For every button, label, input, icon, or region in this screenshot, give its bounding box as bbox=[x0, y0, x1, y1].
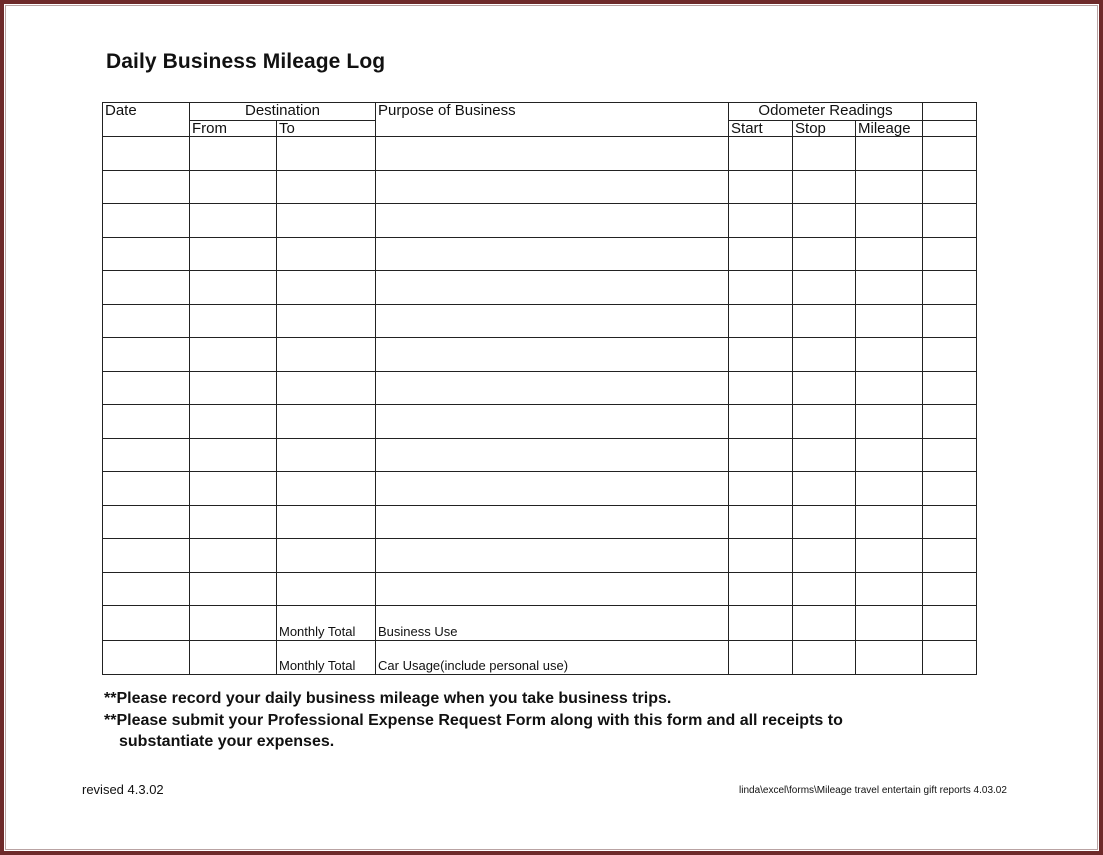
entry-cell-extra[interactable] bbox=[923, 137, 977, 171]
entry-cell-from[interactable] bbox=[190, 137, 277, 171]
entry-cell-start[interactable] bbox=[729, 505, 793, 539]
page-title: Daily Business Mileage Log bbox=[106, 50, 386, 73]
total-cell-from[interactable] bbox=[190, 606, 277, 641]
header-row-2 bbox=[103, 121, 977, 137]
entry-cell-mileage[interactable] bbox=[856, 237, 923, 271]
entry-cell-to[interactable] bbox=[277, 371, 376, 405]
log-entry-row bbox=[103, 539, 977, 573]
entry-cell-from[interactable] bbox=[190, 170, 277, 204]
entry-cell-from[interactable] bbox=[190, 204, 277, 238]
entry-cell-extra[interactable] bbox=[923, 204, 977, 238]
entry-cell-start[interactable] bbox=[729, 304, 793, 338]
entry-cell-mileage[interactable] bbox=[856, 204, 923, 238]
file-path: linda\excel\forms\Mileage travel entertain gift reports 4.03.02 bbox=[739, 785, 1007, 796]
note-line-3: substantiate your expenses. bbox=[119, 733, 335, 750]
entry-cell-mileage[interactable] bbox=[856, 472, 923, 506]
log-entry-row bbox=[103, 405, 977, 439]
entry-cell-date[interactable] bbox=[103, 539, 190, 573]
log-entry-row bbox=[103, 170, 977, 204]
log-entry-row bbox=[103, 338, 977, 372]
entry-cell-to[interactable] bbox=[277, 438, 376, 472]
entry-cell-stop[interactable] bbox=[793, 204, 856, 238]
entry-cell-to[interactable] bbox=[277, 472, 376, 506]
total-cell-extra[interactable] bbox=[923, 640, 977, 675]
mileage-log-table bbox=[102, 102, 977, 675]
log-entry-row bbox=[103, 572, 977, 606]
entry-cell-extra[interactable] bbox=[923, 304, 977, 338]
entry-cell-purpose[interactable] bbox=[376, 505, 729, 539]
entry-cell-start[interactable] bbox=[729, 371, 793, 405]
entry-cell-to[interactable] bbox=[277, 338, 376, 372]
entry-cell-from[interactable] bbox=[190, 304, 277, 338]
header-purpose: Purpose of Business bbox=[376, 103, 729, 121]
entry-cell-purpose[interactable] bbox=[376, 237, 729, 271]
entry-cell-purpose[interactable] bbox=[376, 472, 729, 506]
entry-cell-purpose[interactable] bbox=[376, 539, 729, 573]
log-entry-row bbox=[103, 137, 977, 171]
entry-cell-stop[interactable] bbox=[793, 438, 856, 472]
header-start: Start bbox=[729, 121, 793, 137]
notes bbox=[104, 688, 843, 753]
entry-cell-date[interactable] bbox=[103, 271, 190, 305]
total-purpose-label: Business Use bbox=[376, 606, 729, 641]
entry-cell-from[interactable] bbox=[190, 271, 277, 305]
entry-cell-purpose[interactable] bbox=[376, 170, 729, 204]
log-entry-row bbox=[103, 271, 977, 305]
entry-cell-from[interactable] bbox=[190, 371, 277, 405]
entry-cell-date[interactable] bbox=[103, 505, 190, 539]
header-purpose-cont bbox=[376, 121, 729, 137]
entry-cell-purpose[interactable] bbox=[376, 204, 729, 238]
entry-cell-extra[interactable] bbox=[923, 170, 977, 204]
header-odometer: Odometer Readings bbox=[729, 103, 923, 121]
entry-cell-from[interactable] bbox=[190, 405, 277, 439]
total-cell-start[interactable] bbox=[729, 606, 793, 641]
entry-cell-start[interactable] bbox=[729, 472, 793, 506]
entry-cell-to[interactable] bbox=[277, 539, 376, 573]
monthly-total-label: Monthly Total bbox=[277, 606, 376, 641]
entry-cell-date[interactable] bbox=[103, 237, 190, 271]
entry-cell-date[interactable] bbox=[103, 338, 190, 372]
entry-cell-date[interactable] bbox=[103, 572, 190, 606]
entry-cell-stop[interactable] bbox=[793, 271, 856, 305]
entry-cell-mileage[interactable] bbox=[856, 371, 923, 405]
entry-cell-mileage[interactable] bbox=[856, 505, 923, 539]
entry-cell-date[interactable] bbox=[103, 371, 190, 405]
entry-cell-date[interactable] bbox=[103, 304, 190, 338]
entry-cell-mileage[interactable] bbox=[856, 170, 923, 204]
entry-cell-mileage[interactable] bbox=[856, 271, 923, 305]
entry-cell-to[interactable] bbox=[277, 304, 376, 338]
entry-cell-to[interactable] bbox=[277, 204, 376, 238]
entry-cell-purpose[interactable] bbox=[376, 304, 729, 338]
entry-cell-mileage[interactable] bbox=[856, 137, 923, 171]
entry-cell-stop[interactable] bbox=[793, 170, 856, 204]
total-row bbox=[103, 640, 977, 675]
entry-cell-from[interactable] bbox=[190, 438, 277, 472]
entry-cell-extra[interactable] bbox=[923, 572, 977, 606]
total-cell-start[interactable] bbox=[729, 640, 793, 675]
entry-cell-start[interactable] bbox=[729, 338, 793, 372]
entry-cell-from[interactable] bbox=[190, 472, 277, 506]
entry-cell-stop[interactable] bbox=[793, 539, 856, 573]
entry-cell-mileage[interactable] bbox=[856, 304, 923, 338]
entry-cell-start[interactable] bbox=[729, 237, 793, 271]
log-entry-row bbox=[103, 505, 977, 539]
entry-cell-mileage[interactable] bbox=[856, 572, 923, 606]
entry-cell-stop[interactable] bbox=[793, 338, 856, 372]
entry-cell-from[interactable] bbox=[190, 237, 277, 271]
entry-cell-stop[interactable] bbox=[793, 304, 856, 338]
entry-cell-from[interactable] bbox=[190, 572, 277, 606]
header-date: Date bbox=[103, 103, 190, 121]
log-entry-row bbox=[103, 237, 977, 271]
entry-cell-start[interactable] bbox=[729, 271, 793, 305]
log-entry-row bbox=[103, 438, 977, 472]
entry-cell-extra[interactable] bbox=[923, 539, 977, 573]
total-cell-stop[interactable] bbox=[793, 606, 856, 641]
entry-cell-to[interactable] bbox=[277, 572, 376, 606]
total-cell-date[interactable] bbox=[103, 640, 190, 675]
entry-cell-extra[interactable] bbox=[923, 405, 977, 439]
note-line-2: **Please submit your Professional Expense Request Form along with this form and all receipts to bbox=[104, 711, 843, 729]
header-from: From bbox=[190, 121, 277, 137]
entry-cell-mileage[interactable] bbox=[856, 438, 923, 472]
entry-cell-stop[interactable] bbox=[793, 405, 856, 439]
total-cell-stop[interactable] bbox=[793, 640, 856, 675]
monthly-total-label: Monthly Total bbox=[277, 640, 376, 675]
entry-cell-date[interactable] bbox=[103, 472, 190, 506]
total-purpose-label: Car Usage(include personal use) bbox=[376, 640, 729, 675]
entry-cell-stop[interactable] bbox=[793, 572, 856, 606]
entry-cell-extra[interactable] bbox=[923, 438, 977, 472]
total-row bbox=[103, 606, 977, 641]
total-cell-mileage[interactable] bbox=[856, 640, 923, 675]
entry-cell-to[interactable] bbox=[277, 137, 376, 171]
total-cell-extra[interactable] bbox=[923, 606, 977, 641]
entry-cell-purpose[interactable] bbox=[376, 371, 729, 405]
entry-cell-date[interactable] bbox=[103, 170, 190, 204]
entry-cell-to[interactable] bbox=[277, 271, 376, 305]
entry-cell-start[interactable] bbox=[729, 170, 793, 204]
entry-cell-extra[interactable] bbox=[923, 505, 977, 539]
log-entry-row bbox=[103, 304, 977, 338]
entry-cell-purpose[interactable] bbox=[376, 137, 729, 171]
entry-cell-mileage[interactable] bbox=[856, 405, 923, 439]
log-entry-row bbox=[103, 472, 977, 506]
entry-cell-date[interactable] bbox=[103, 204, 190, 238]
entry-cell-purpose[interactable] bbox=[376, 405, 729, 439]
entry-cell-extra[interactable] bbox=[923, 271, 977, 305]
header-mileage: Mileage bbox=[856, 121, 923, 137]
revised-date: revised 4.3.02 bbox=[82, 782, 164, 797]
entry-cell-from[interactable] bbox=[190, 505, 277, 539]
entry-cell-stop[interactable] bbox=[793, 505, 856, 539]
entry-cell-mileage[interactable] bbox=[856, 338, 923, 372]
entry-cell-to[interactable] bbox=[277, 170, 376, 204]
total-cell-date[interactable] bbox=[103, 606, 190, 641]
total-cell-mileage[interactable] bbox=[856, 606, 923, 641]
header-stop: Stop bbox=[793, 121, 856, 137]
entry-cell-stop[interactable] bbox=[793, 371, 856, 405]
entry-cell-stop[interactable] bbox=[793, 472, 856, 506]
entry-cell-date[interactable] bbox=[103, 137, 190, 171]
entry-cell-stop[interactable] bbox=[793, 137, 856, 171]
entry-cell-date[interactable] bbox=[103, 438, 190, 472]
log-entry-row bbox=[103, 371, 977, 405]
log-entry-row bbox=[103, 204, 977, 238]
entry-cell-start[interactable] bbox=[729, 572, 793, 606]
header-date-cont bbox=[103, 121, 190, 137]
header-destination: Destination bbox=[190, 103, 376, 121]
entry-cell-start[interactable] bbox=[729, 405, 793, 439]
entry-cell-start[interactable] bbox=[729, 204, 793, 238]
entry-cell-mileage[interactable] bbox=[856, 539, 923, 573]
header-extra bbox=[923, 103, 977, 121]
entry-cell-extra[interactable] bbox=[923, 338, 977, 372]
entry-cell-to[interactable] bbox=[277, 505, 376, 539]
entry-cell-to[interactable] bbox=[277, 405, 376, 439]
entry-cell-to[interactable] bbox=[277, 237, 376, 271]
entry-cell-purpose[interactable] bbox=[376, 338, 729, 372]
entry-cell-purpose[interactable] bbox=[376, 271, 729, 305]
entry-cell-purpose[interactable] bbox=[376, 438, 729, 472]
entry-cell-start[interactable] bbox=[729, 438, 793, 472]
entry-cell-date[interactable] bbox=[103, 405, 190, 439]
header-row-1 bbox=[103, 103, 977, 121]
header-to: To bbox=[277, 121, 376, 137]
total-cell-from[interactable] bbox=[190, 640, 277, 675]
header-extra-2 bbox=[923, 121, 977, 137]
note-line-1: **Please record your daily business mileage when you take business trips. bbox=[104, 690, 672, 707]
entry-cell-from[interactable] bbox=[190, 539, 277, 573]
entry-cell-extra[interactable] bbox=[923, 472, 977, 506]
entry-cell-purpose[interactable] bbox=[376, 572, 729, 606]
entry-cell-start[interactable] bbox=[729, 137, 793, 171]
entry-cell-extra[interactable] bbox=[923, 237, 977, 271]
entry-cell-start[interactable] bbox=[729, 539, 793, 573]
entry-cell-extra[interactable] bbox=[923, 371, 977, 405]
entry-cell-stop[interactable] bbox=[793, 237, 856, 271]
entry-cell-from[interactable] bbox=[190, 338, 277, 372]
